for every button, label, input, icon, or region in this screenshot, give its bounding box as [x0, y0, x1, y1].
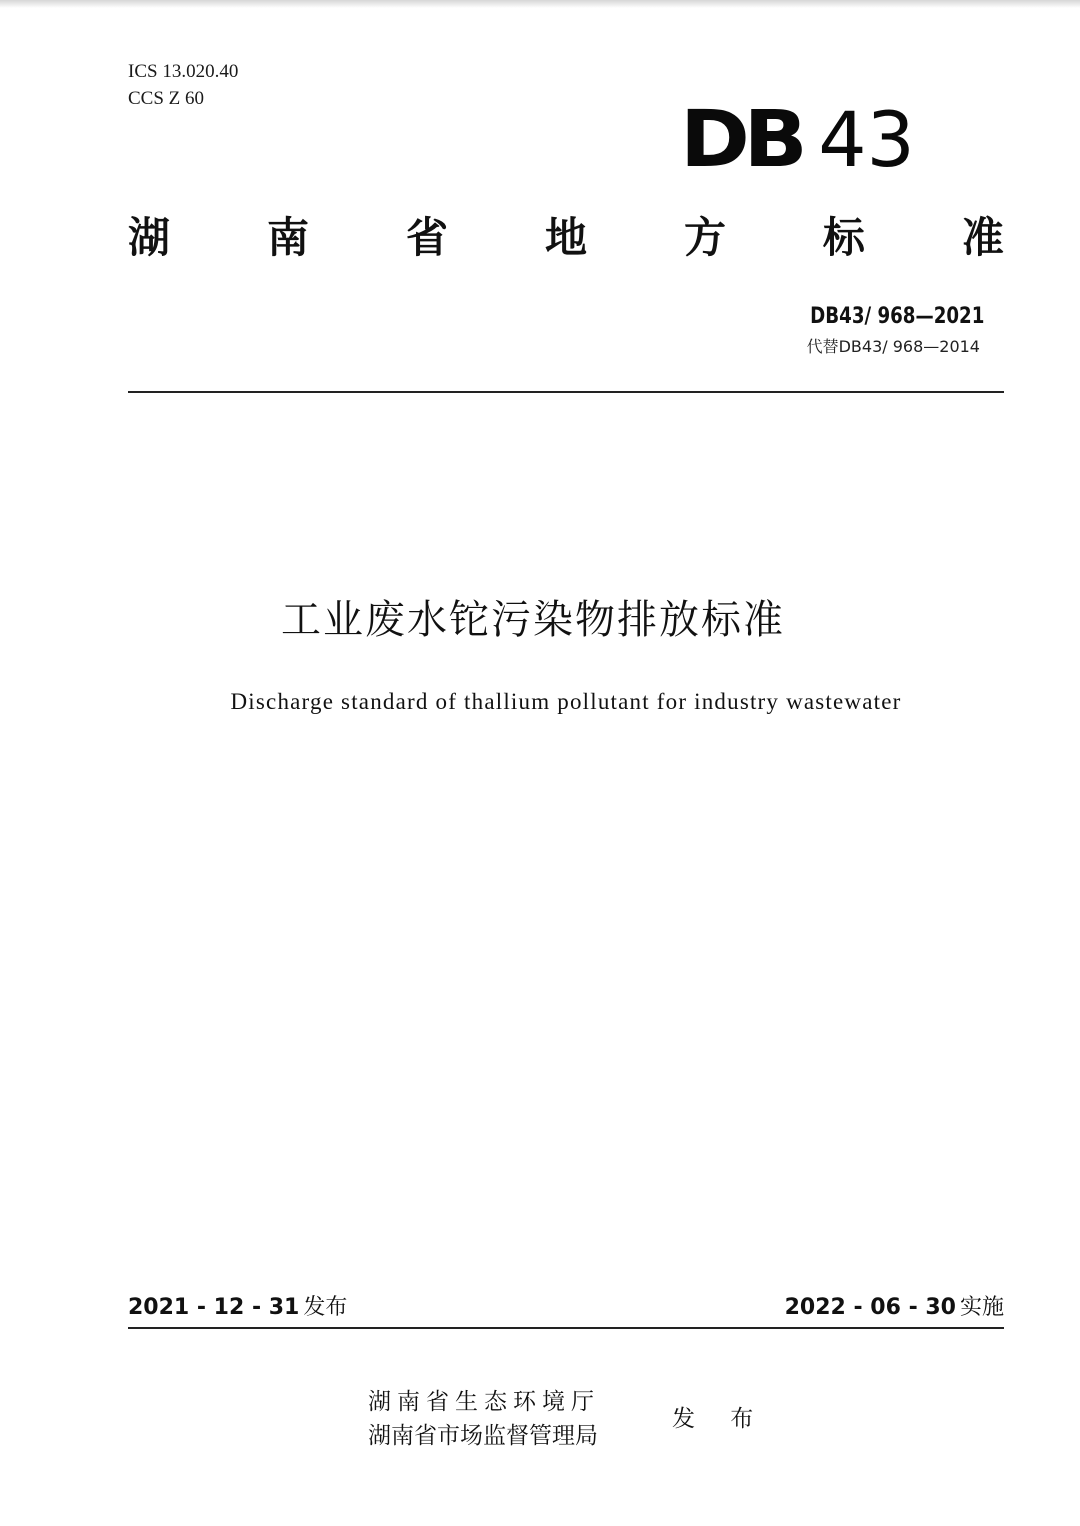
classification-codes [128, 58, 238, 112]
heading-char: 方 [683, 213, 726, 262]
replaced-standard-number: 代替DB43/ 968—2014 [806, 337, 980, 356]
ccs-code: CCS Z 60 [128, 88, 205, 109]
effective-label: 实施 [959, 1295, 1004, 1320]
heading-char: 标 [822, 213, 865, 262]
ics-code: ICS 13.020.40 [128, 61, 239, 82]
heading-char: 南 [266, 213, 309, 262]
issuing-authorities [368, 1385, 600, 1453]
heading-char: 准 [961, 213, 1004, 262]
release-label: 发布 [303, 1295, 348, 1320]
document-title-chinese: 工业废水铊污染物排放标准 [281, 597, 785, 643]
heading-char: 省 [405, 213, 448, 262]
document-title-english: Discharge standard of thallium pollutant for industry wastewater [230, 689, 902, 714]
issuer-ecology-environment-dept: 湖南省生态环境厅 [368, 1389, 600, 1415]
issuer-market-regulation-bureau: 湖南省市场监督管理局 [368, 1423, 598, 1449]
header-divider [128, 391, 1004, 393]
heading-char: 湖 [128, 213, 171, 262]
db-logo-number: 43 [818, 95, 915, 184]
db-logo-mark: DB [680, 95, 802, 185]
hunan-local-standard-heading [128, 208, 1004, 268]
standard-number: DB43/ 968—2021 [809, 304, 984, 329]
effective-date-value: 2022 - 06 - 30 [784, 1295, 956, 1320]
footer-divider [128, 1327, 1004, 1329]
release-date-value: 2021 - 12 - 31 [128, 1295, 300, 1320]
publish-label: 发 布 [672, 1406, 768, 1432]
db43-logo [680, 95, 915, 185]
effective-date [785, 1292, 1004, 1324]
release-date [128, 1292, 347, 1324]
heading-char: 地 [544, 213, 587, 262]
